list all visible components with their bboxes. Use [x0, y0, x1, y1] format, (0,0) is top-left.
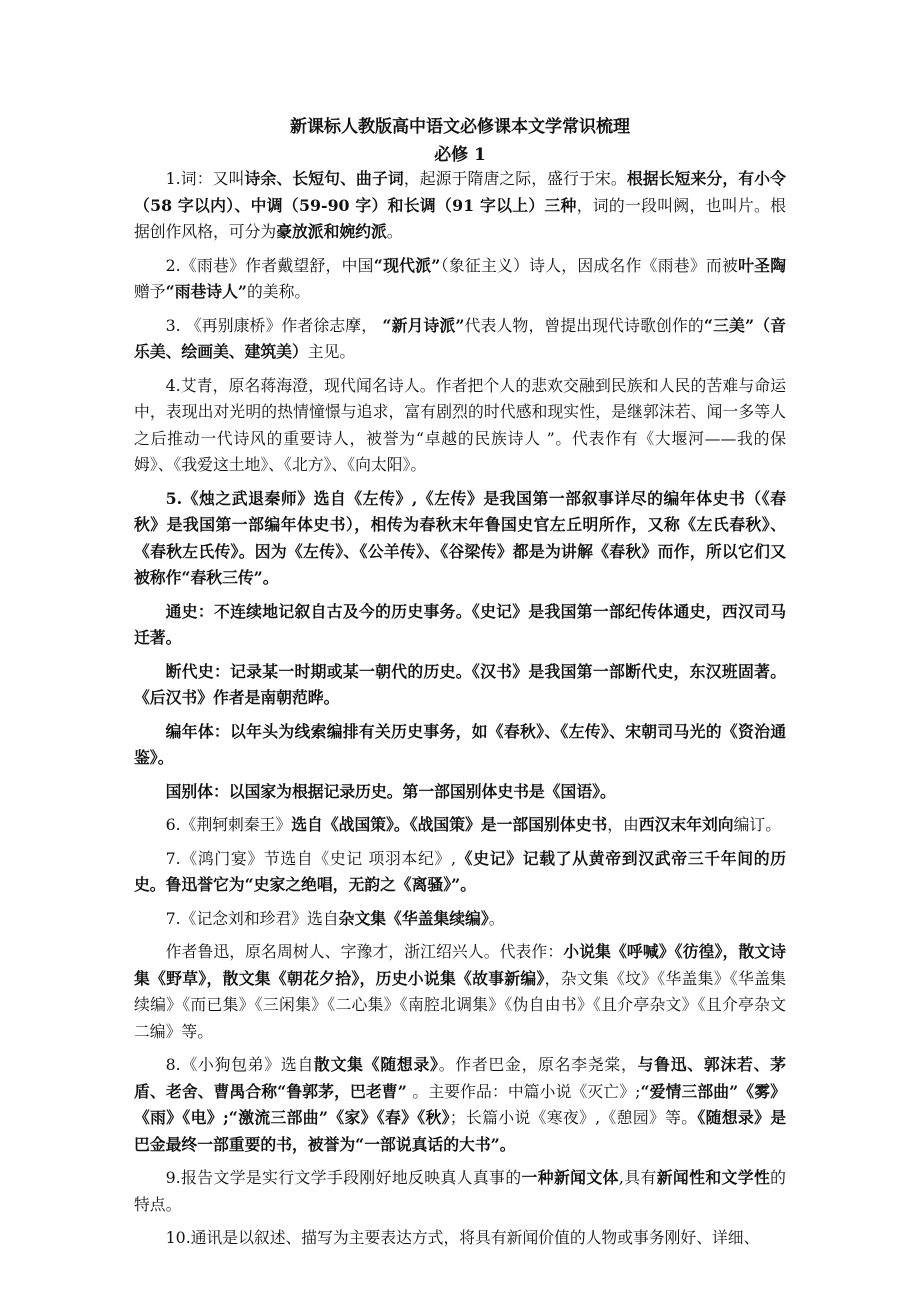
- paragraph: [134, 1052, 786, 1158]
- text-run: ；长篇小说《寒夜》,《憩园》等。: [449, 1108, 698, 1127]
- bold-text: 5.《烛之武退秦师》选自《左传》,《左传》是我国第一部叙事详尽的编年体史书（《春秋》是我国第一部编年体史书），相传为春秋末年鲁国史官左丘明所作，又称《左氏春秋》、《春秋左氏传》。因为《左传》、《公羊传》、《谷梁传》都是为讲解《春秋》而作，所以它们又被称作“春秋三传”。: [134, 488, 786, 587]
- paragraph: [134, 1225, 786, 1252]
- paragraph: [134, 599, 786, 652]
- text-run: 4.艾青，原名蒋海澄，现代闻名诗人。作者把个人的悲欢交融到民族和人民的苦难与命运中，表现出对光明的热情憧憬与追求，富有剧烈的时代感和现实性，是继郭沫若、闻一多等人之后推动一代诗风的重要诗人，被誉为“卓越的民族诗人 ”。代表作有《大堰河——我的保姆》、《我爱这土地》、《北方》、《向太阳》。: [134, 375, 786, 474]
- text-run: （象征主义）诗人，因成名作《雨巷》而被: [440, 255, 739, 275]
- bold-text: 诗余、长短句、曲子词: [244, 169, 404, 188]
- paragraph: [134, 166, 786, 246]
- bold-text: “雨巷诗人”: [165, 282, 247, 301]
- bold-text: “爱情三部曲”《雾》《雨》《电》;“激流三部曲”《家》《春》《秋》: [134, 1081, 786, 1127]
- bold-text: 编年体：以年头为线索编排有关历史事务，如《春秋》、《左传》、宋朝司马光的《资治通鉴》。: [134, 721, 786, 767]
- bold-text: 《史记》记载了从黄帝到汉武帝三千年间的历史。鲁迅誉它为“史家之绝唱，无韵之《离骚》”。: [134, 848, 786, 894]
- text-run: 。主要作品：中篇小说《灭亡》;: [412, 1081, 641, 1101]
- text-run: 作者鲁迅，原名周树人、字豫才，浙江绍兴人。代表作：: [165, 942, 564, 961]
- text-run: 8.《小狗包弟》选自: [165, 1055, 315, 1074]
- bold-text: 断代史：记录某一时期或某一朝代的历史。《汉书》是我国第一部断代史，东汉班固著。《后汉书》作者是南朝范晔。: [134, 661, 786, 707]
- bold-text: “现代派”: [373, 255, 441, 275]
- bold-text: 选自《战国策》。《战国策》是一部国别体史书: [291, 815, 608, 834]
- paragraph: [134, 719, 786, 772]
- bold-text: 国别体：以国家为根据记录历史。第一部国别体史书是《国语》。: [165, 781, 616, 801]
- bold-text: “三美”（音乐美、绘画美、建筑美）: [134, 315, 786, 361]
- bold-text: 西汉末年刘向: [638, 815, 734, 834]
- bold-text: 通史：不连续地记叙自古及今的历史事务。《史记》是我国第一部纪传体通史，西汉司马迁著。: [134, 601, 786, 647]
- text-run: 7.《记念刘和珍君》选自: [165, 908, 339, 928]
- text-run: 1.词：又叫: [165, 169, 245, 188]
- paragraph: [134, 253, 786, 306]
- text-run: 2.《雨巷》作者戴望舒，中国: [165, 255, 374, 275]
- bold-text: 小说集《呼喊》《彷徨》，散文诗集《野草》，散文集《朝花夕拾》，历史小说集《故事新编》: [134, 942, 786, 988]
- text-run: 6.《荆轲刺秦王》: [165, 815, 292, 834]
- text-run: 的美称。: [246, 282, 311, 301]
- document-body: [134, 166, 786, 1259]
- text-run: 9.报告文学是实行文学手段刚好地反映真人真事的: [165, 1168, 522, 1187]
- text-run: 代表人物，曾提出现代诗歌创作的: [464, 315, 704, 335]
- paragraph: [134, 373, 786, 479]
- bold-text: “新月诗派”: [382, 315, 465, 335]
- text-run: ，词的一段叫阙，也叫片。根据创作风格，可分为: [134, 195, 786, 241]
- bold-text: 《随想录》是巴金最终一部重要的书，被誉为“一部说真话的大书”。: [134, 1108, 786, 1154]
- bold-text: 根据长短来分，有小令（58 字以内）、中调（59-90 字）和长调（91 字以上）三种: [134, 169, 786, 215]
- bold-text: 散文集《随想录》: [314, 1055, 439, 1074]
- paragraph: [134, 1165, 786, 1218]
- text-run: 10.通讯是以叙述、描写为主要表达方式，将具有新闻价值的人物或事务刚好、详细、: [165, 1228, 760, 1247]
- document-subtitle: 必修 1: [434, 145, 486, 165]
- text-run: ，由: [607, 815, 639, 834]
- paragraph: [134, 779, 786, 806]
- document-title: 新课标人教版高中语文必修课本文学常识梳理: [290, 117, 630, 137]
- bold-text: 叶圣陶: [738, 255, 786, 275]
- bold-text: 杂文集《华盖集续编》: [338, 908, 489, 928]
- bold-text: 与鲁迅、郭沫若、茅盾、老舍、曹禺合称“鲁郭茅，巴老曹”: [134, 1055, 786, 1101]
- text-run: 的特点。: [134, 1168, 786, 1214]
- text-run: 3. 《再别康桥》作者徐志摩，: [165, 315, 383, 335]
- paragraph: [134, 906, 786, 933]
- paragraph: [134, 486, 786, 592]
- paragraph: [134, 846, 786, 899]
- text-run: 。: [488, 908, 505, 928]
- text-run: 。: [386, 222, 403, 241]
- text-run: ,具有: [618, 1168, 657, 1187]
- paragraph: [134, 313, 786, 366]
- text-run: 编订。: [733, 815, 781, 834]
- text-run: ，杂文集《坟》《华盖集》《华盖集续编》《而已集》《三闲集》《二心集》《南腔北调集》《伪自由书》《且介亭杂文》《且介亭杂文二编》等。: [134, 968, 786, 1041]
- paragraph: [134, 659, 786, 712]
- text-run: ，起源于隋唐之际，盛行于宋。: [403, 169, 627, 188]
- text-run: 7.《鸿门宴》节选自《史记 项羽本纪》,: [165, 848, 457, 868]
- text-run: 。作者巴金，原名李尧棠，: [438, 1055, 638, 1074]
- paragraph: [134, 939, 786, 1045]
- bold-text: 豪放派和婉约派: [276, 222, 387, 241]
- paragraph: [134, 812, 786, 839]
- text-run: 赠予: [134, 282, 166, 301]
- text-run: 主见。: [307, 342, 356, 361]
- bold-text: 一种新闻文体: [521, 1168, 619, 1187]
- bold-text: 新闻性和文学性: [656, 1168, 771, 1187]
